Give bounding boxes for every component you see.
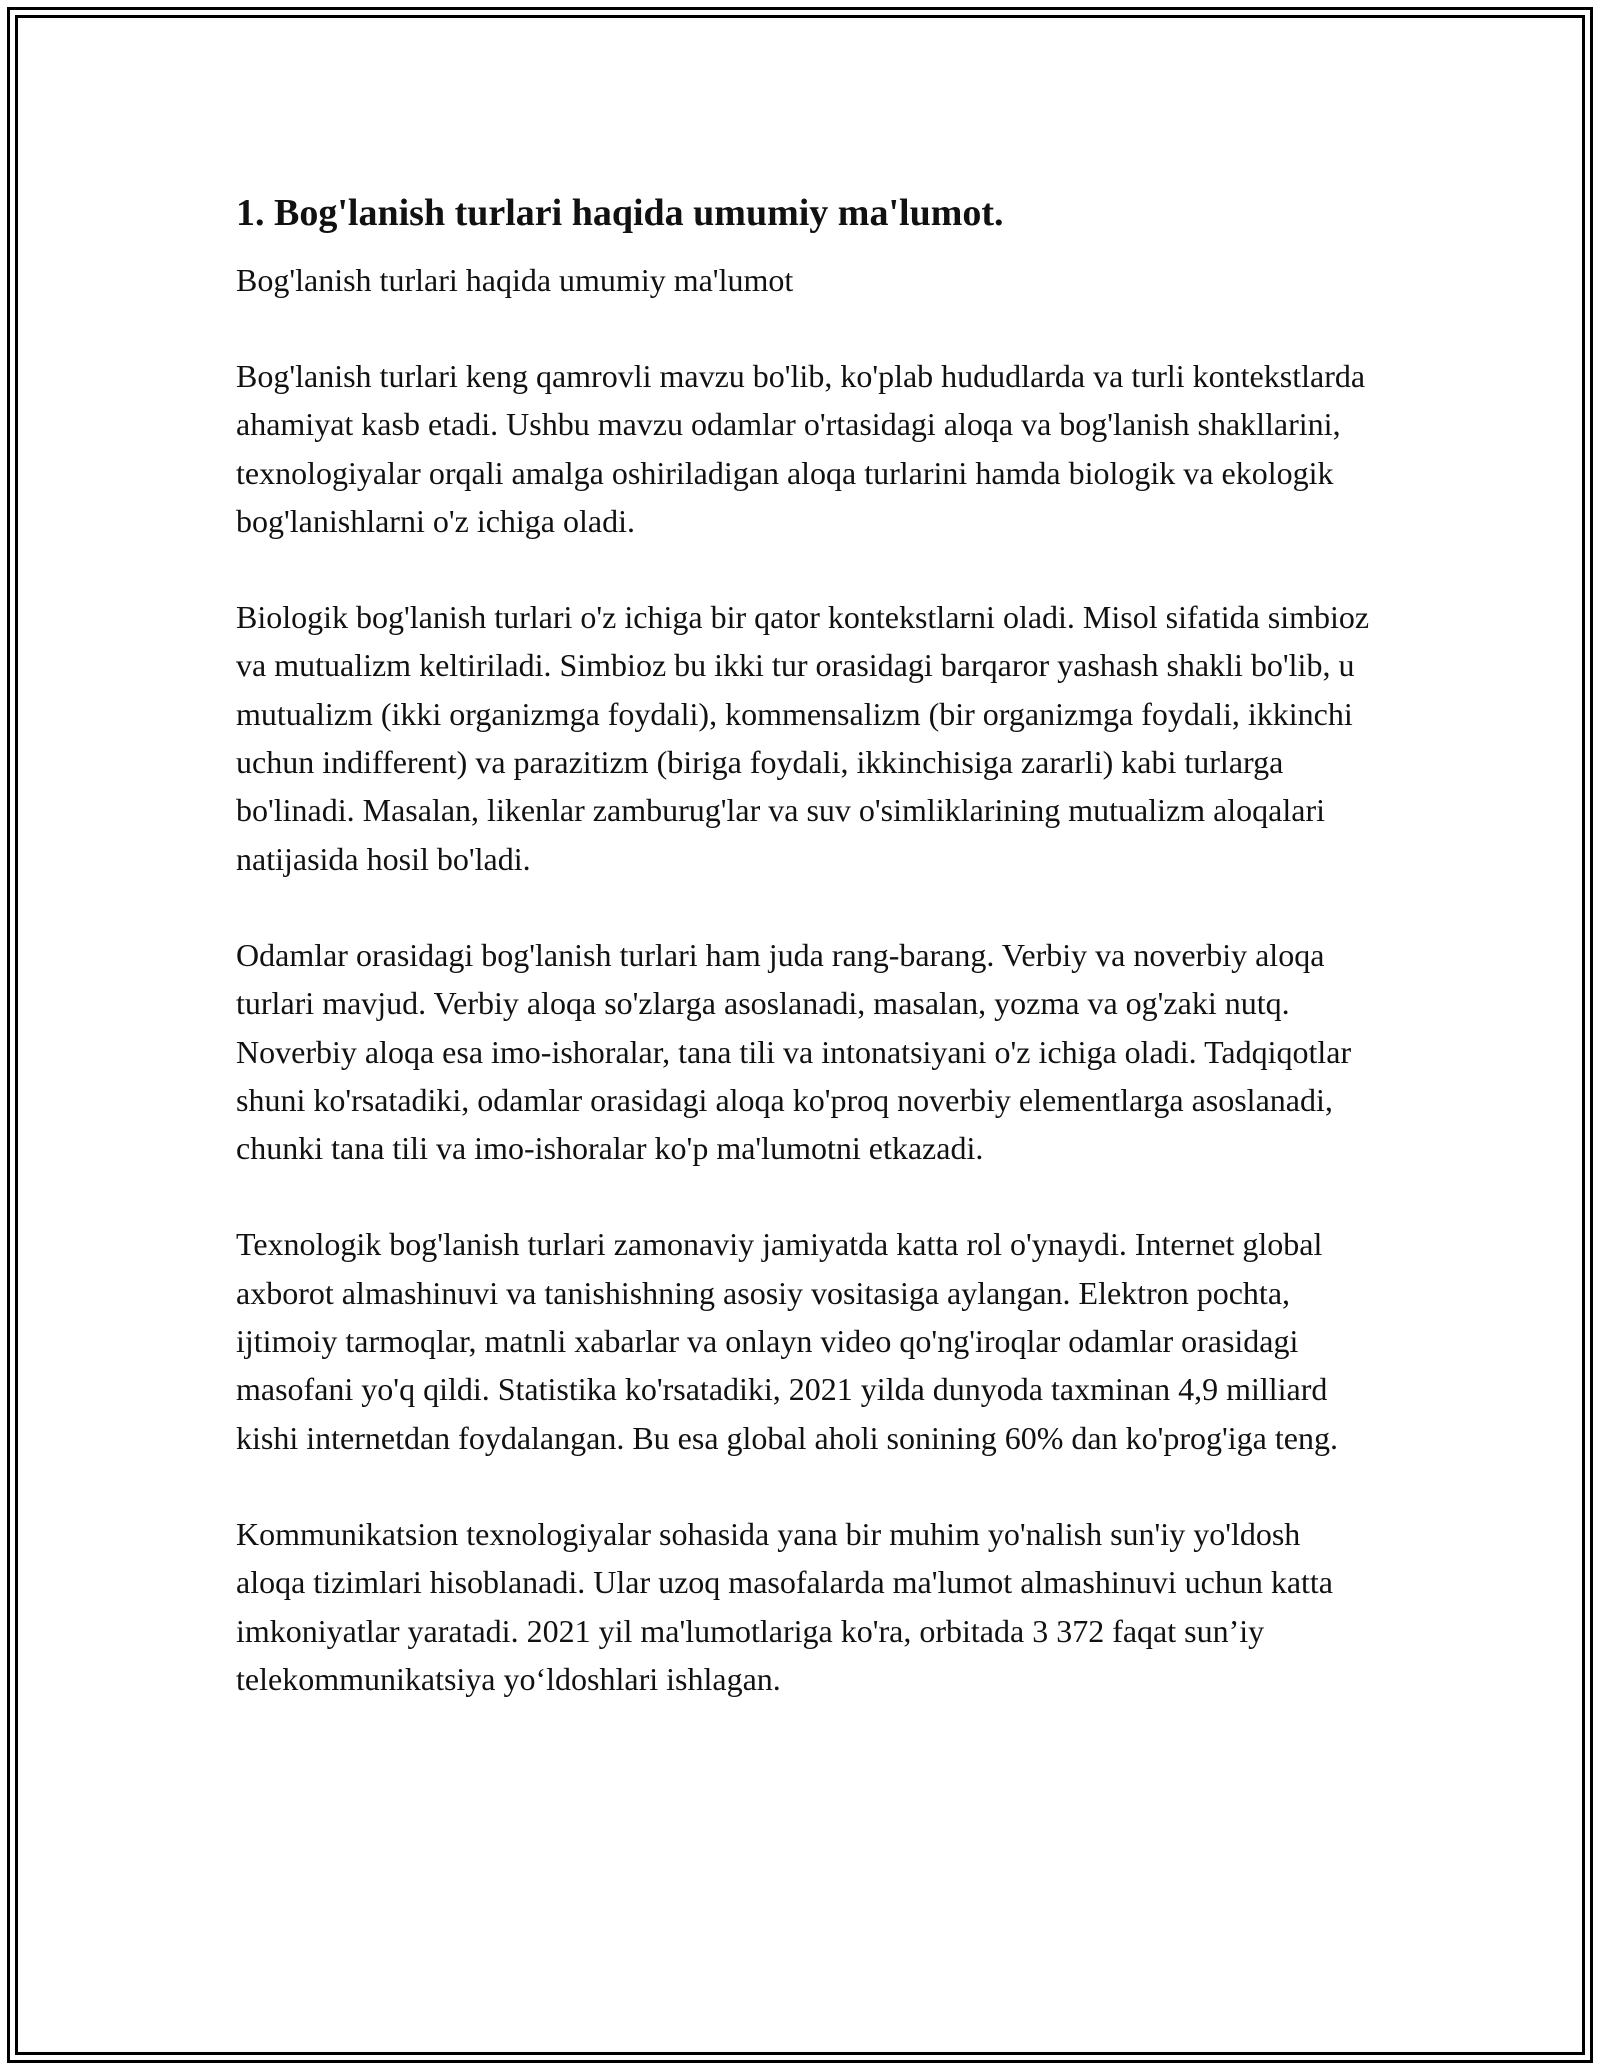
paragraph-technological: Texnologik bog'lanish turlari zamonaviy jamiyatda katta rol o'ynaydi. Internet global axborot almashinuvi va tanishishning asosiy vositasiga aylangan. Elektron pochta, ijtimoiy tarmoqlar, matnli xabarlar va onlayn video qo'ng'iroqlar odamlar orasidagi masofani yo'q qildi. Statistika ko'rsatadiki, 2021 yilda dunyoda taxminan 4,9 milliard kishi internetdan foydalangan. Bu esa global aholi sonining 60% dan ko'prog'iga teng. xyxy=(236,1226,1338,1456)
paragraph-biological: Biologik bog'lanish turlari o'z ichiga bir qator kontekstlarni oladi. Misol sifatida simbioz va mutualizm keltiriladi. Simbioz bu ikki tur orasidagi barqaror yashash shakli bo'lib, u mutualizm (ikki organizmga foydali), kommensalizm (bir organizmga foydali, ikkinchi uchun indifferent) va parazitizm (biriga foydali, ikkinchisiga zararli) kabi turlarga bo'linadi. Masalan, likenlar zamburug'lar va suv o'simliklarining mutualizm aloqalari natijasida hosil bo'ladi. xyxy=(236,599,1370,877)
paragraph-intro: Bog'lanish turlari keng qamrovli mavzu bo'lib, ko'plab hududlarda va turli kontekstlarda ahamiyat kasb etadi. Ushbu mavzu odamlar o'rtasidagi aloqa va bog'lanish shakllarini, texnologiyalar orqali amalga oshiriladigan aloqa turlarini hamda biologik va ekologik bog'lanishlarni o'z ichiga oladi. xyxy=(236,358,1366,539)
document-body xyxy=(236,188,1376,1703)
document-heading: 1. Bog'lanish turlari haqida umumiy ma'lumot. xyxy=(236,192,1004,234)
paragraph-satellite: Kommunikatsion texnologiyalar sohasida yana bir muhim yo'nalish sun'iy yo'ldosh aloqa tizimlari hisoblanadi. Ular uzoq masofalarda ma'lumot almashinuvi uchun katta imkoniyatlar yaratadi. 2021 yil ma'lumotlariga ko'ra, orbitada 3 372 faqat sun’iy telekommunikatsiya yo‘ldoshlari ishlagan. xyxy=(236,1515,1333,1697)
paragraph-human: Odamlar orasidagi bog'lanish turlari ham juda rang-barang. Verbiy va noverbiy aloqa turlari mavjud. Verbiy aloqa so'zlarga asoslanadi, masalan, yozma va og'zaki nutq. Noverbiy aloqa esa imo-ishoralar, tana tili va intonatsiyani o'z ichiga oladi. Tadqiqotlar shuni ko'rsatadiki, odamlar orasidagi aloqa ko'proq noverbiy elementlarga asoslanadi, chunki tana tili va imo-ishoralar ko'p ma'lumotni etkazadi. xyxy=(236,936,1352,1167)
document-subtitle: Bog'lanish turlari haqida umumiy ma'lumot xyxy=(236,262,794,298)
